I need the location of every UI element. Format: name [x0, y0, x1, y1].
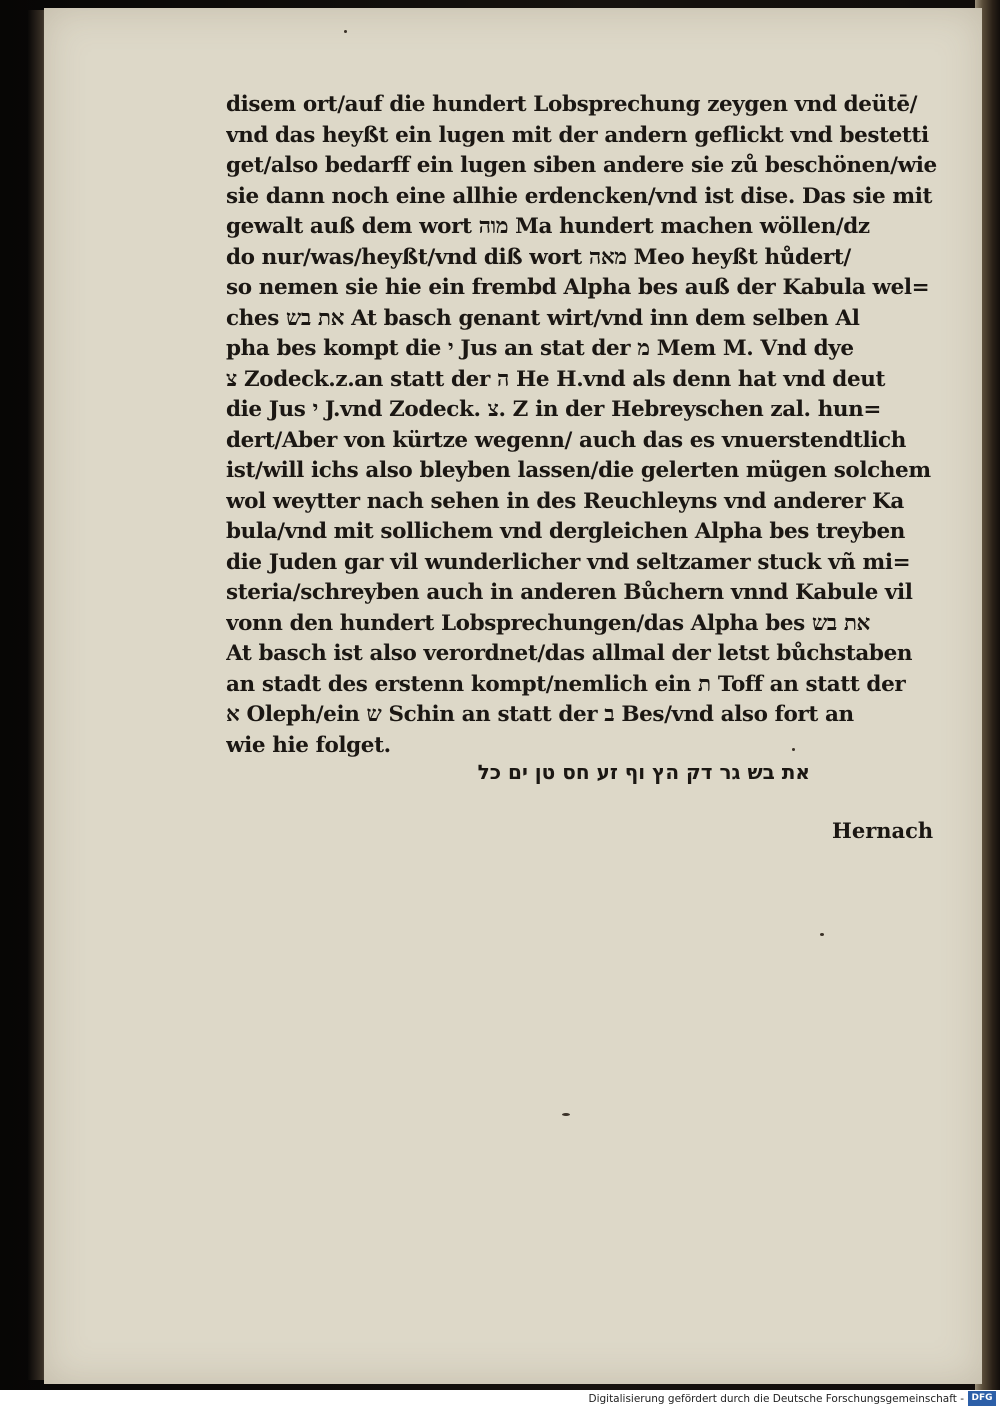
text-line: disem ort/auf die hundert Lobsprechung zeygen vnd deütē/ — [226, 92, 918, 117]
text-line: א Oleph/ein ש Schin an statt der ב Bes/vnd also fort an — [226, 702, 854, 727]
text-line: die Juden gar vil wunderlicher vnd seltzamer stuck vñ mi= — [226, 549, 911, 575]
catchword: Hernach — [832, 818, 934, 843]
text-line: bula/vnd mit sollichem vnd dergleichen Alpha bes treyben — [226, 519, 906, 544]
text-line: so nemen sie hie ein frembd Alpha bes auß der Kabula wel= — [226, 275, 930, 300]
text-line: vnd das heyßt ein lugen mit der andern geflickt vnd bestetti — [226, 122, 929, 148]
text-line: ches את בש At basch genant wirt/vnd inn dem selben Al — [226, 305, 860, 331]
dfg-logo: DFG — [968, 1391, 996, 1406]
text-line: wol weytter nach sehen in des Reuchleyns vnd anderer Ka — [226, 488, 904, 514]
text-line: ist/will ichs also bleyben lassen/die gelerten mügen solchem — [226, 458, 931, 483]
text-line: dert/Aber von kürtze wegenn/ auch das es vnuerstendtlich — [226, 427, 906, 453]
text-line: an stadt des erstenn kompt/nemlich ein ת Toff an statt der — [226, 671, 906, 697]
paper-speck — [562, 1113, 570, 1116]
text-line: gewalt auß dem wort מוה Ma hundert machen wöllen/dz — [226, 214, 870, 239]
paper-speck — [820, 933, 824, 936]
text-line: wie hie folget. — [226, 732, 391, 758]
hebrew-alphabet-line: את בש גר דק הץ וף זע חס טן ים כל — [477, 760, 810, 784]
body-text — [226, 90, 948, 761]
text-line: vonn den hundert Lobsprechungen/das Alpha bes את בש — [226, 610, 870, 636]
text-line: get/also bedarff ein lugen siben andere sie zů beschönen/wie — [226, 153, 937, 178]
text-line: צ Zodeck.z.an statt der ה He H.vnd als denn hat vnd deut — [226, 366, 885, 392]
funding-credit: Digitalisierung gefördert durch die Deutsche Forschungsgemeinschaft - — [588, 1393, 964, 1405]
text-line: die Jus י J.vnd Zodeck. צ. Z in der Hebreyschen zal. hun= — [226, 397, 882, 422]
text-line: At basch ist also verordnet/das allmal der letst bůchstaben — [226, 641, 913, 666]
text-line: sie dann noch eine allhie erdencken/vnd ist dise. Das sie mit — [226, 183, 933, 209]
paper-speck — [344, 30, 347, 33]
text-line: steria/schreyben auch in anderen Bůchern vnnd Kabule vil — [226, 580, 913, 605]
text-line: pha bes kompt die י Jus an stat der מ Mem M. Vnd dye — [226, 336, 854, 361]
text-line: do nur/was/heyßt/vnd diß wort מאה Meo heyßt hůdert/ — [226, 244, 851, 270]
